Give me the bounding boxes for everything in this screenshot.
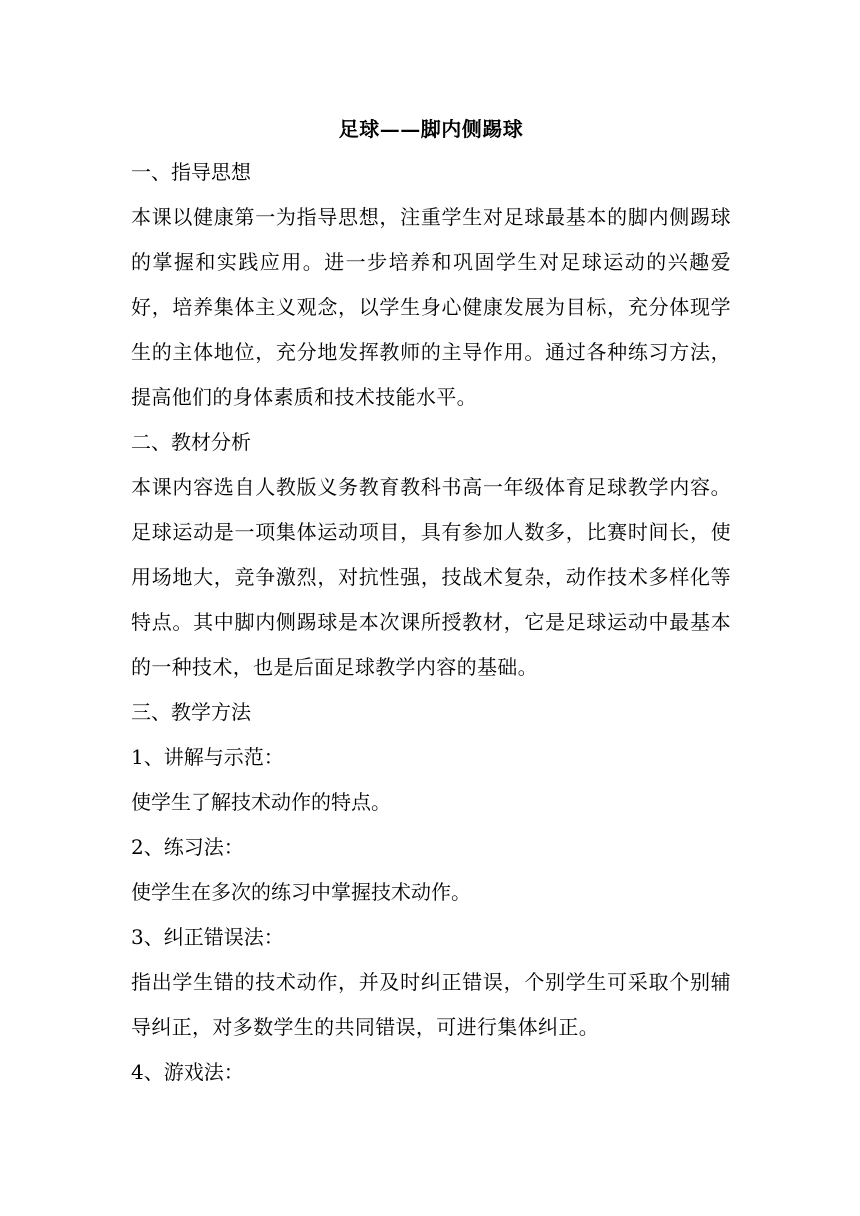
method-text: 指出学生错的技术动作，并及时纠正错误，个别学生可采取个别辅导纠正，对多数学生的共同错误，可进行集体纠正。 <box>131 970 731 1039</box>
section-heading-material-analysis: 二、教材分析 <box>131 430 251 454</box>
method-label: 1、讲解与示范： <box>131 745 284 769</box>
document-body <box>131 108 731 1095</box>
section-heading-guiding-ideology: 一、指导思想 <box>131 160 251 184</box>
method-label: 3、纠正错误法： <box>131 925 284 949</box>
method-label: 4、游戏法： <box>131 1060 244 1084</box>
section-heading-teaching-methods: 三、教学方法 <box>131 700 251 724</box>
method-text: 使学生了解技术动作的特点。 <box>131 790 391 814</box>
material-analysis-paragraph: 本课内容选自人教版义务教育教科书高一年级体育足球教学内容。足球运动是一项集体运动项目，具有参加人数多，比赛时间长，使用场地大，竞争激烈，对抗性强，技战术复杂，动作技术多样化等特点。其中脚内侧踢球是本次课所授教材，它是足球运动中最基本的一种技术，也是后面足球教学内容的基础。 <box>131 475 731 679</box>
method-text: 使学生在多次的练习中掌握技术动作。 <box>131 880 471 904</box>
method-label: 2、练习法： <box>131 835 244 859</box>
document-title: 足球——脚内侧踢球 <box>338 117 524 141</box>
guiding-ideology-paragraph: 本课以健康第一为指导思想，注重学生对足球最基本的脚内侧踢球的掌握和实践应用。进一步培养和巩固学生对足球运动的兴趣爱好，培养集体主义观念，以学生身心健康发展为目标，充分体现学生的主体地位，充分地发挥教师的主导作用。通过各种练习方法，提高他们的身体素质和技术技能水平。 <box>131 205 731 409</box>
